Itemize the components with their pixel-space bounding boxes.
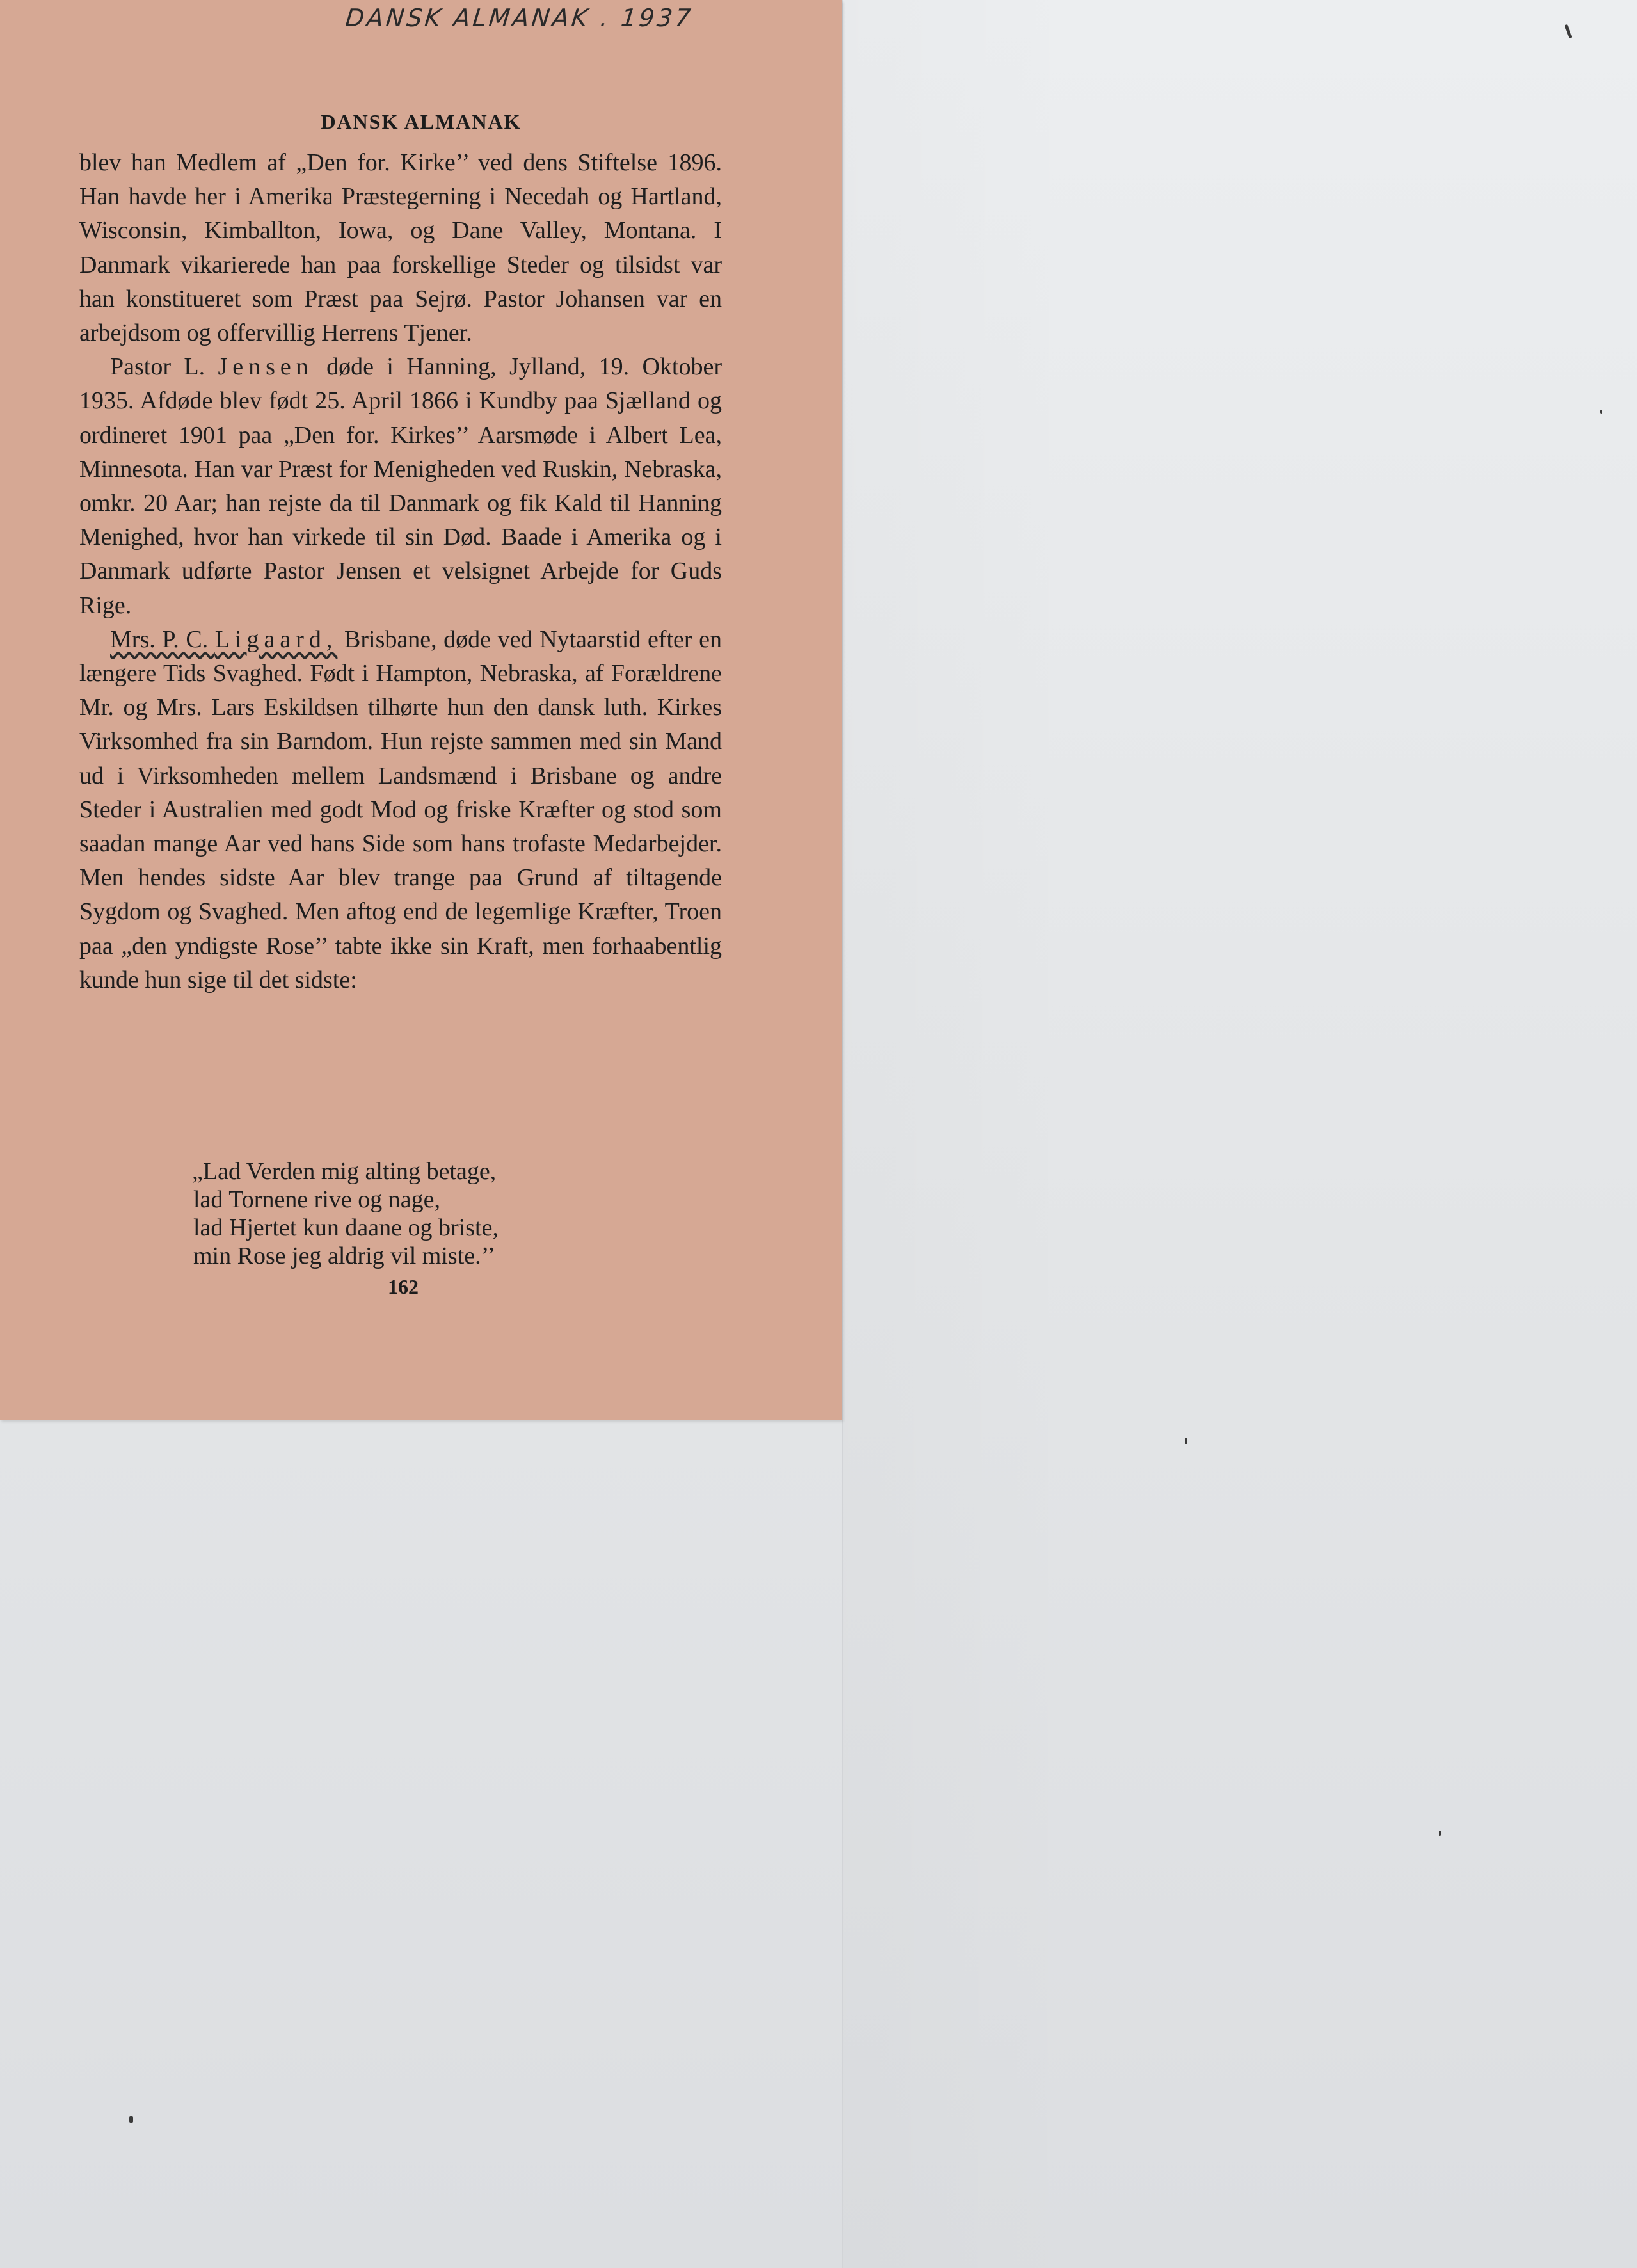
paragraph-ligaard xyxy=(79,623,722,997)
paragraph-johansen: blev han Medlem af „Den for. Kirke’’ ved dens Stiftelse 1896. Han havde her i Amerika Præstegerning i Necedah og Hartland, Wisconsin, Kimballton, Iowa, og Dane Valley, Montana. I Danmark vikarierede han paa forskellige Steder og tilsidst var han konstitueret som Præst paa Sejrø. Pastor Johansen var en arbejdsom og offervillig Herrens Tjener. xyxy=(79,149,722,347)
jensen-text: døde i Hanning, Jylland, 19. Oktober 1935. Afdøde blev født 25. April 1866 i Kundby paa Sjælland og ordineret 1901 paa „Den for. Kirkes’’ Aarsmøde i Albert Lea, Minnesota. Han var Præst for Menigheden ved Ruskin, Nebraska, omkr. 20 Aar; han rejste da til Danmark og fik Kald til Hanning Menighed, hvor han virkede til sin Død. Baade i Amerika og i Danmark udførte Pastor Jensen et velsignet Arbejde for Guds Rige. xyxy=(79,353,722,619)
blank-page-area xyxy=(842,0,1637,2268)
article-body xyxy=(79,146,722,997)
scan-speck xyxy=(129,2116,133,2123)
jensen-intro: Pastor L. xyxy=(110,353,218,381)
newspaper-clipping xyxy=(0,0,842,1420)
page-number: 162 xyxy=(388,1275,419,1298)
scan-speck xyxy=(1439,1831,1441,1836)
running-header: DANSK ALMANAK xyxy=(321,110,522,133)
jensen-name: Jensen xyxy=(218,353,314,381)
ligaard-name: Ligaard, xyxy=(214,625,338,653)
poem-line: min Rose jeg aldrig vil miste.’’ xyxy=(193,1243,496,1269)
poem-line: „Lad Verden mig alting betage, xyxy=(192,1158,497,1185)
ligaard-text: Brisbane, døde ved Nytaarstid efter en længere Tids Svaghed. Født i Hampton, Nebraska, af Forældrene Mr. og Mrs. Lars Eskildsen tilhørte hun den dansk luth. Kirkes Virksomhed fra sin Barndom. Hun rejste sammen med sin Mand ud i Virksomheden mellem Landsmænd i Brisbane og andre Steder i Australien med godt Mod og friske Kræfter og stod som saadan mange Aar ved hans Side som hans trofaste Medarbejder. Men hendes sidste Aar blev trange paa Grund af tiltagende Sygdom og Svaghed. Men aftog end de legemlige Kræfter, Troen paa „den yndigste Rose’’ tabte ikke sin Kraft, men forhaabentlig kunde hun sige til det sidste: xyxy=(79,625,722,993)
ligaard-underlined-name xyxy=(110,626,337,653)
paragraph-jensen xyxy=(79,350,722,623)
poem-line: lad Hjertet kun daane og briste, xyxy=(193,1214,499,1241)
poem-line: lad Tornene rive og nage, xyxy=(193,1186,440,1213)
scan-speck xyxy=(1185,1438,1187,1444)
scan-speck xyxy=(1600,410,1602,414)
handwritten-note: DANSK ALMANAK . 1937 xyxy=(344,4,695,32)
ligaard-intro: Mrs. P. C. xyxy=(110,625,215,653)
poem-verse xyxy=(192,1157,499,1270)
